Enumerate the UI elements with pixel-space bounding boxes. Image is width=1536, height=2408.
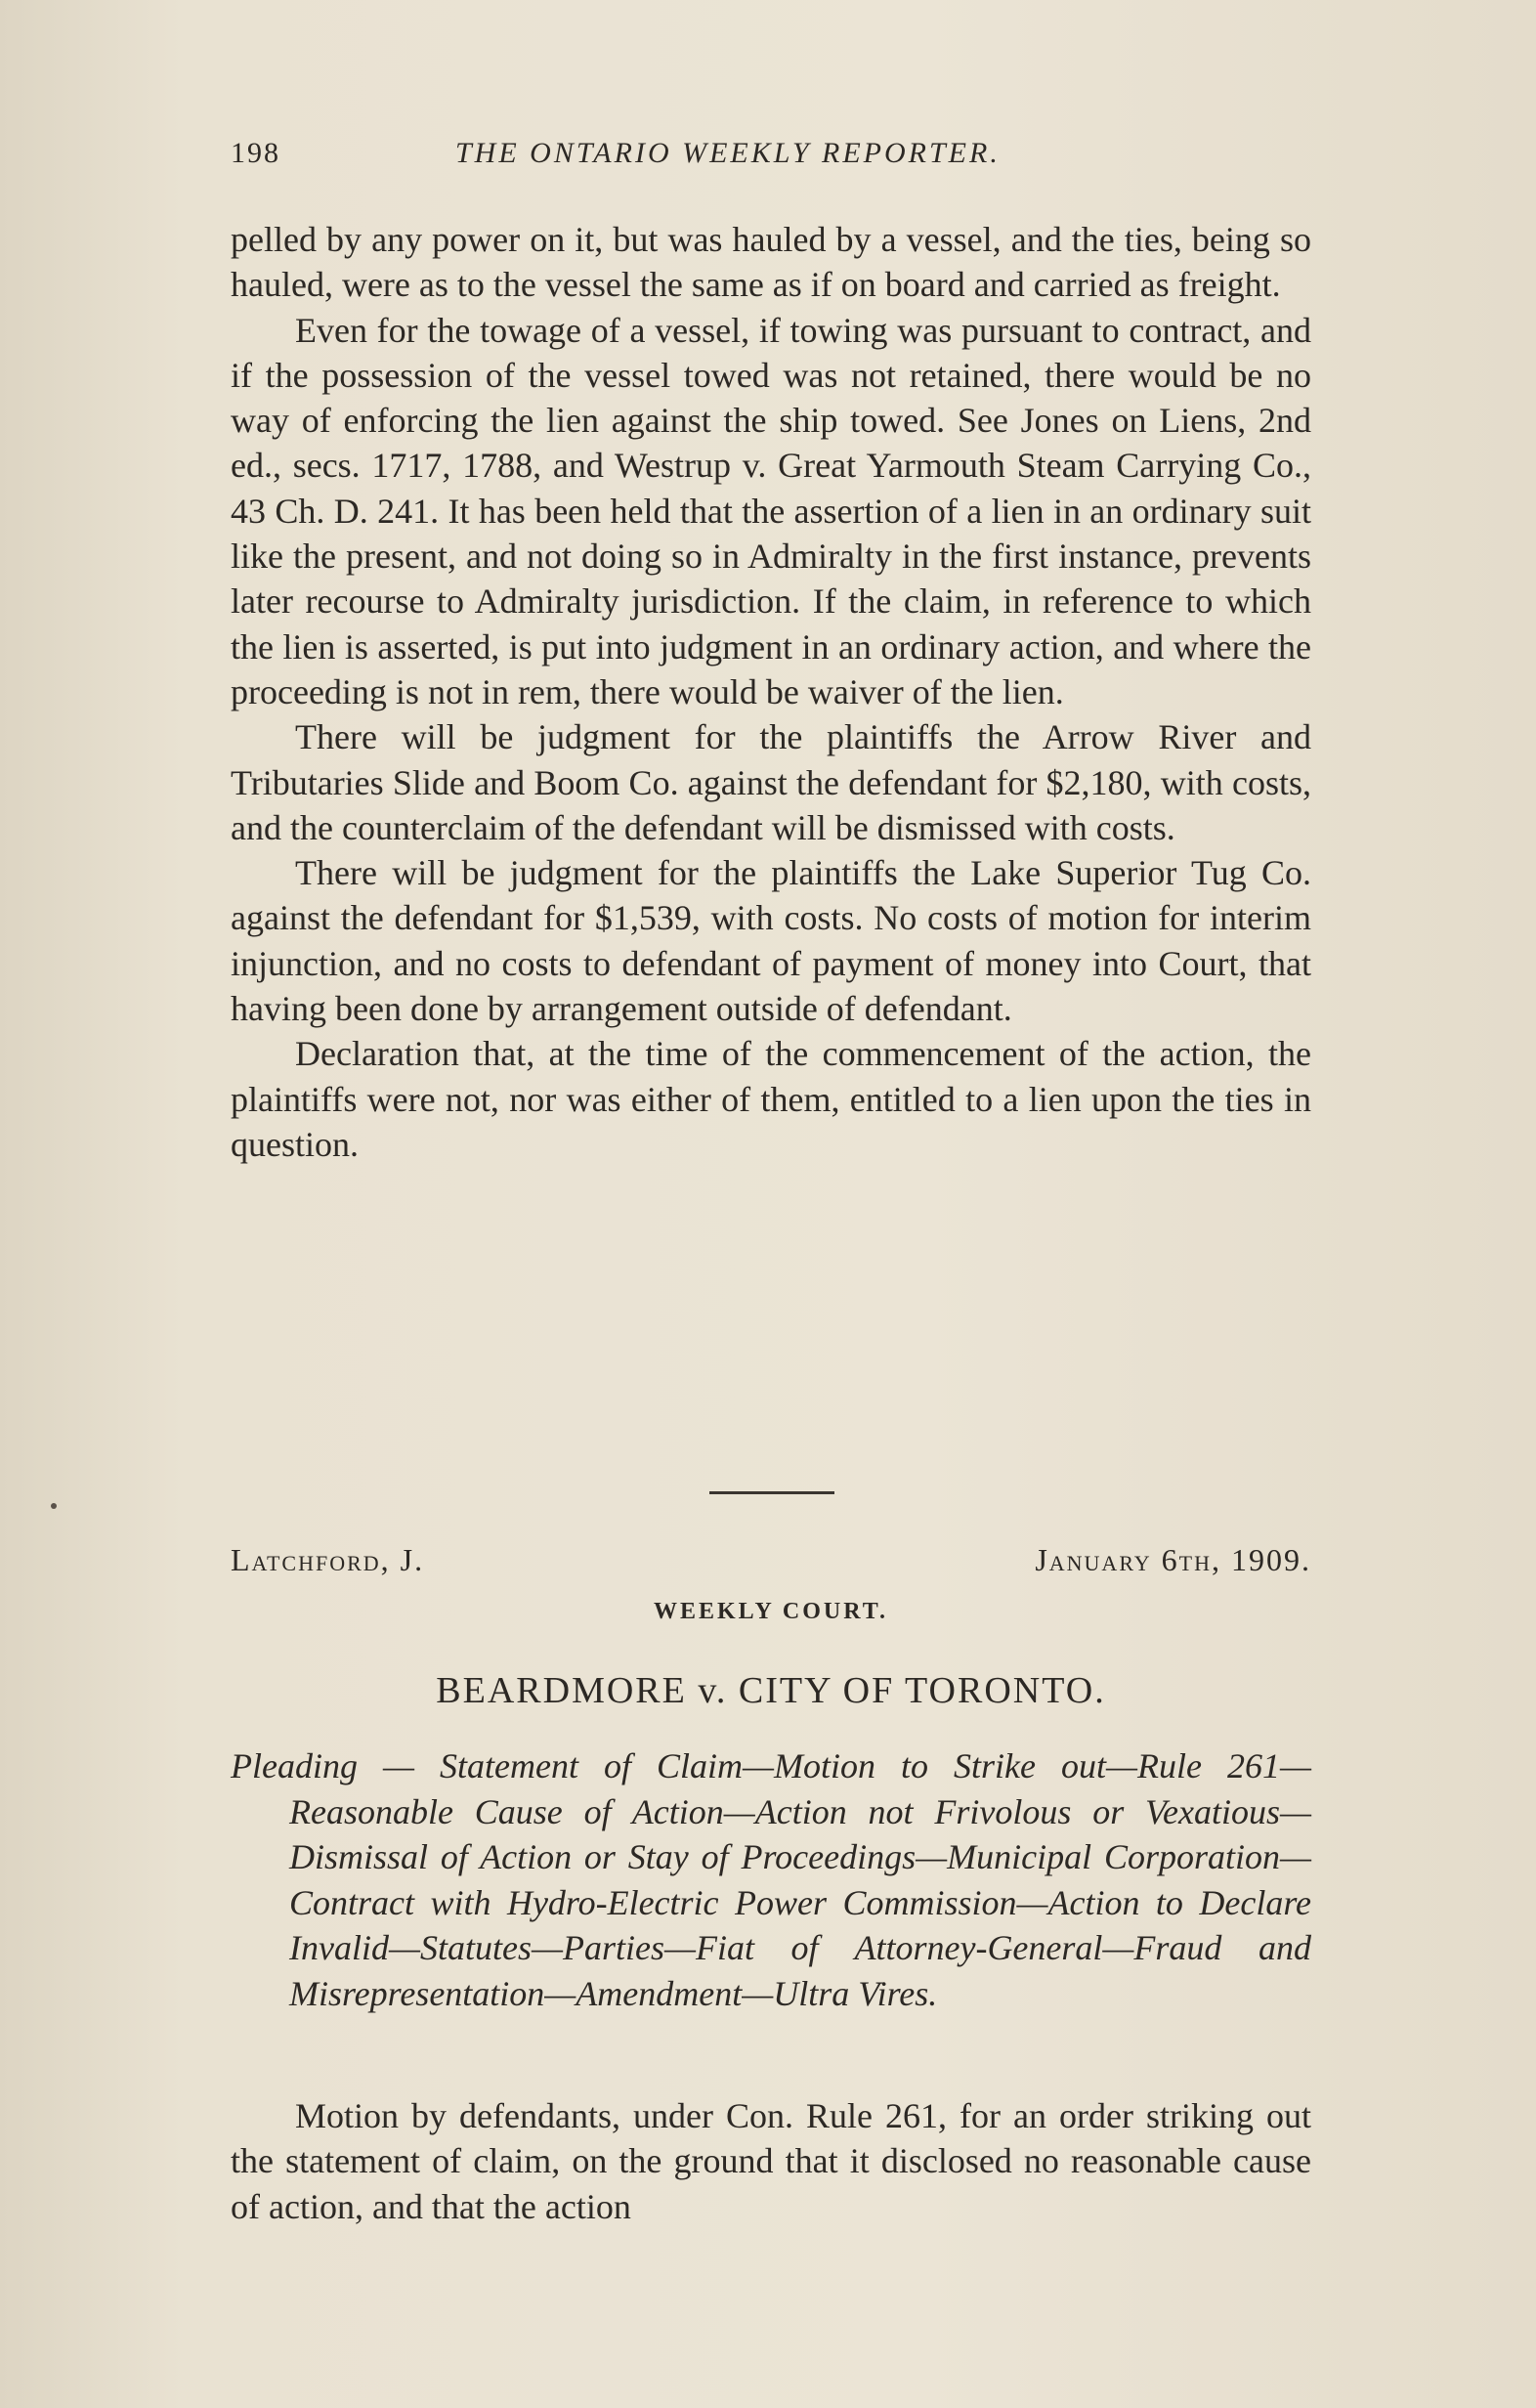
- section-divider: [709, 1491, 834, 1494]
- body-text: [231, 217, 1311, 1167]
- motion-paragraph: Motion by defendants, under Con. Rule 261, for an order striking out the statement of claim, on the ground that it disclosed no reasonable cause of action, and that the action: [231, 2096, 1311, 2226]
- ink-speck: [51, 1503, 57, 1509]
- judge-name: Latchford, J.: [231, 1542, 425, 1577]
- court-name: WEEKLY COURT.: [654, 1599, 888, 1624]
- page-number: 198: [231, 137, 280, 169]
- case-dateline: [231, 1542, 1311, 1585]
- decision-date: January 6th, 1909.: [1035, 1542, 1311, 1577]
- paragraph-judgment-lake-superior: There will be judgment for the plaintiffs the Lake Superior Tug Co. against the defendant for $1,539, with costs. No costs of motion for interim injunction, and no costs to defendant of payment of money into Court, that having been done by arrangement outside of defendant.: [231, 853, 1311, 1029]
- case-title: BEARDMORE v. CITY OF TORONTO.: [436, 1670, 1106, 1711]
- paragraph-continued: pelled by any power on it, but was hauled by a vessel, and the ties, being so hauled, were as to the vessel the same as if on board and carried as freight.: [231, 220, 1311, 305]
- paragraph-judgment-arrow-river: There will be judgment for the plaintiffs the Arrow River and Tributaries Slide and Boom Co. against the defendant for $2,180, with costs, and the counterclaim of the defendant will be dismissed with costs.: [231, 717, 1311, 847]
- paragraph-towage: Even for the towage of a vessel, if towing was pursuant to contract, and if the possession of the vessel towed was not retained, there would be no way of enforcing the lien against the ship towed. See Jones on Liens, 2nd ed., secs. 1717, 1788, and Westrup v. Great Yarmouth Steam Carrying Co., 43 Ch. D. 241. It has been held that the assertion of a lien in an ordinary suit like the present, and not doing so in Admiralty in the first instance, prevents later recourse to Admiralty jurisdiction. If the claim, in reference to which the lien is asserted, is put into judgment in an ordinary action, and where the proceeding is not in rem, there would be waiver of the lien.: [231, 310, 1311, 711]
- running-header: [231, 137, 1311, 176]
- headnote: Pleading — Statement of Claim—Motion to Strike out—Rule 261—Reasonable Cause of Action—Action not Frivolous or Vexatious—Dismissal of Action or Stay of Proceedings—Municipal Corporation—Contract with Hydro-Electric Power Commission—Action to Declare Invalid—Statutes—Parties—Fiat of Attorney-General—Fraud and Misrepresentation—Amendment—Ultra Vires.: [231, 1746, 1311, 2013]
- paragraph-declaration: Declaration that, at the time of the commencement of the action, the plaintiffs were not, nor was either of them, entitled to a lien upon the ties in question.: [231, 1034, 1311, 1164]
- running-title: THE ONTARIO WEEKLY REPORTER.: [455, 137, 1001, 169]
